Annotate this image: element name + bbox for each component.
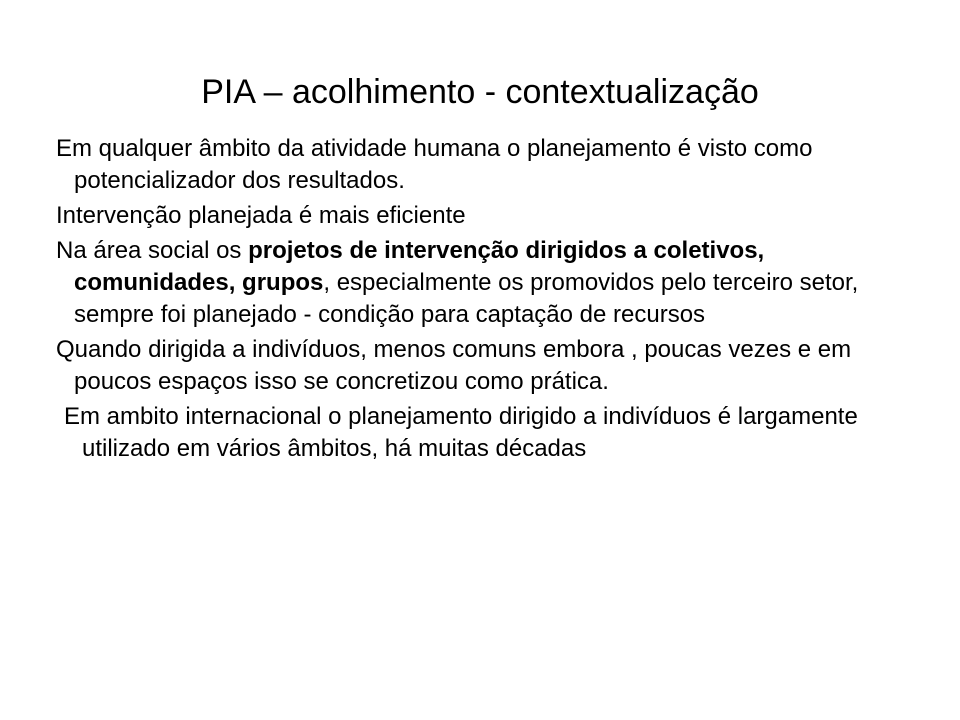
paragraph-internacional: Em ambito internacional o planejamento dirigido a indivíduos é largamente utilizado em vários âmbitos, há muitas décadas <box>64 403 858 462</box>
paragraph-planejamento: Em qualquer âmbito da atividade humana o planejamento é visto como potencializador dos resultados. <box>56 135 813 194</box>
paragraph-area-social <box>56 235 916 331</box>
paragraph-intervencao: Intervenção planejada é mais eficiente <box>56 202 466 229</box>
slide-body <box>56 133 916 468</box>
area-social-suffix: , especialmente os promovidos pelo terceiro setor, sempre foi planejado - condição para captação de recursos <box>74 269 859 328</box>
paragraph-individuos: Quando dirigida a indivíduos, menos comuns embora , poucas vezes e em poucos espaços isso se concretizou como prática. <box>56 336 852 395</box>
area-social-prefix: Na área social os <box>56 237 249 264</box>
area-social-emphasis: projetos de intervenção dirigidos a coletivos, comunidades, grupos <box>74 237 765 296</box>
slide-title: PIA – acolhimento - contextualização <box>201 73 759 111</box>
